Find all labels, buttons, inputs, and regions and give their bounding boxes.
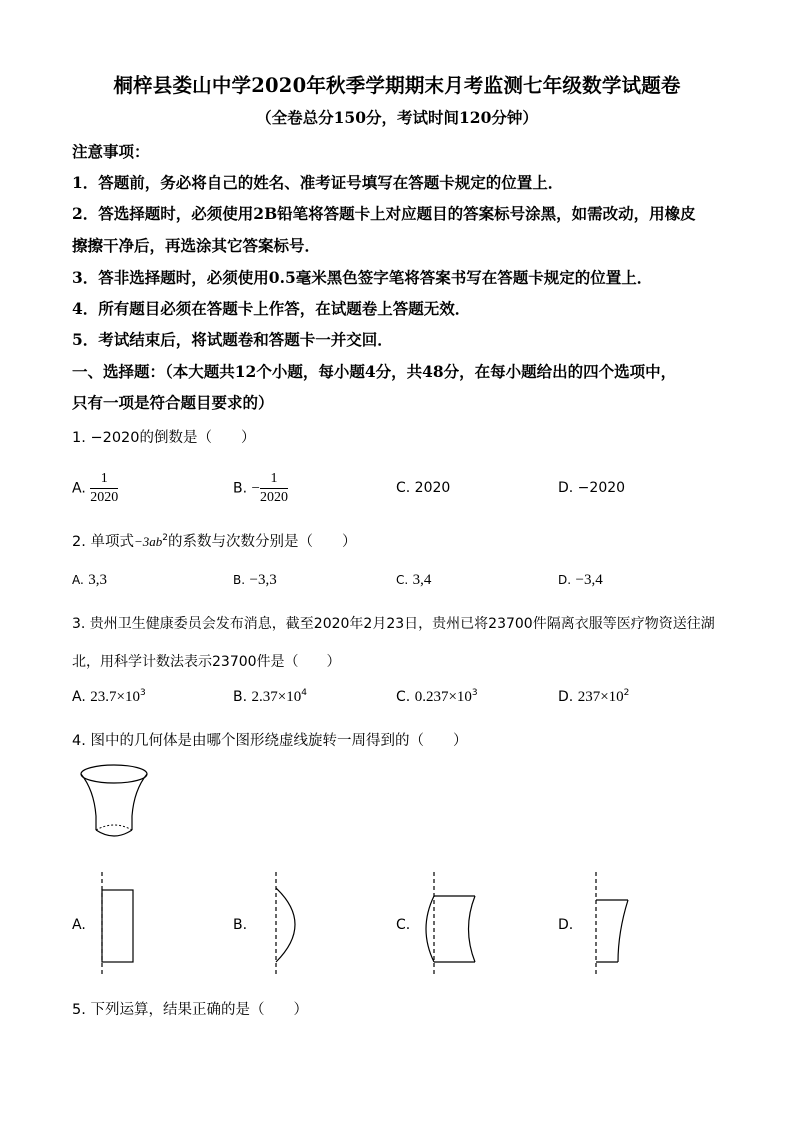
question-1-option-d: D. −2020	[558, 480, 626, 496]
stem-text: 的系数与次数分别是（ ）	[167, 534, 357, 550]
option-label: C.	[396, 689, 411, 705]
question-4-option-c: C.	[396, 917, 411, 933]
option-label: D.	[558, 573, 572, 587]
option-label: D.	[558, 689, 574, 705]
option-d-concave-figure	[590, 872, 640, 974]
question-1-stem: 1. −2020的倒数是（ ）	[72, 430, 256, 446]
option-value: −3,3	[249, 572, 277, 588]
question-3-stem-line2: 北，用科学计数法表示23700件是（ ）	[72, 654, 341, 670]
exponent: 2	[162, 533, 168, 543]
notice-item-3: 3．答非选择题时，必须使用0.5毫米黑色签字笔将答案书写在答题卡规定的位置上．	[72, 268, 653, 287]
option-b-arc-figure	[266, 872, 316, 974]
question-2-option-a	[72, 572, 107, 589]
monomial: −3ab	[133, 534, 163, 549]
question-4-option-d: D.	[558, 917, 574, 933]
question-5-stem: 5. 下列运算，结果正确的是（ ）	[72, 1002, 308, 1018]
question-4-stem: 4. 图中的几何体是由哪个图形绕虚线旋转一周得到的（ ）	[72, 733, 468, 749]
section-heading-line2: 只有一项是符合题目要求的）	[72, 393, 274, 412]
page-title: 桐梓县娄山中学2020年秋季学期期末月考监测七年级数学试题卷	[113, 74, 681, 97]
fraction	[90, 470, 118, 507]
option-label: C.	[396, 573, 409, 587]
question-3-stem-line1: 3. 贵州卫生健康委员会发布消息，截至2020年2月23日，贵州已将23700件隔离衣服等医疗物资送往湖	[72, 616, 715, 632]
stem-text: 2. 单项式	[72, 534, 134, 550]
option-value: 3,3	[88, 572, 108, 588]
notice-heading: 注意事项：	[72, 142, 150, 161]
question-1-option-a	[72, 470, 118, 507]
option-value: −3,4	[575, 572, 603, 588]
notice-item-1: 1．答题前，务必将自己的姓名、准考证号填写在答题卡规定的位置上．	[72, 173, 564, 192]
denominator: 2020	[259, 490, 288, 505]
option-label: A.	[72, 689, 86, 705]
page-subtitle: （全卷总分150分，考试时间120分钟）	[256, 108, 538, 127]
numerator: 1	[90, 470, 118, 489]
notice-item-4: 4．所有题目必须在答题卡上作答，在试题卷上答题无效．	[72, 299, 471, 318]
solid-figure	[72, 760, 162, 850]
notice-item-5: 5．考试结束后，将试题卷和答题卡一并交回．	[72, 330, 393, 349]
question-2-option-b	[233, 572, 277, 589]
exponent: 2	[623, 688, 630, 698]
option-value: 2.37×10	[251, 689, 302, 705]
option-label: B.	[233, 480, 248, 497]
option-label: A.	[72, 573, 84, 587]
question-4-option-b: B.	[233, 917, 248, 933]
question-3-option-c	[396, 688, 478, 706]
option-value: 3,4	[412, 572, 432, 588]
option-value: 237×10	[577, 689, 624, 705]
denominator: 2020	[90, 490, 119, 505]
fraction	[260, 470, 288, 507]
option-c-concave-figure	[420, 872, 490, 974]
option-a-rectangle-figure	[96, 872, 146, 974]
notice-item-2-cont: 擦擦干净后，再选涂其它答案标号．	[72, 236, 321, 255]
option-value: 0.237×10	[414, 689, 472, 705]
section-heading-line1: 一、选择题：（本大题共12个小题，每小题4分，共48分，在每小题给出的四个选项中，	[72, 362, 677, 381]
exponent: 3	[471, 688, 478, 698]
numerator: 1	[260, 470, 288, 489]
question-3-option-d	[558, 688, 629, 706]
question-2-option-d	[558, 572, 603, 589]
question-3-option-a	[72, 688, 146, 706]
question-1-option-b	[233, 470, 288, 507]
exponent: 4	[301, 688, 307, 698]
option-label: B.	[233, 689, 248, 705]
question-2-stem	[72, 530, 356, 551]
question-2-option-c	[396, 572, 431, 589]
option-label: A.	[72, 480, 86, 497]
notice-item-2: 2．答选择题时，必须使用2B铅笔将答题卡上对应题目的答案标号涂黑，如需改动，用橡皮	[72, 204, 696, 223]
minus-sign: −	[251, 480, 260, 497]
option-label: B.	[233, 573, 246, 587]
question-4-option-a: A.	[72, 917, 86, 933]
question-3-option-b	[233, 688, 307, 706]
exponent: 3	[139, 688, 146, 698]
option-value: 23.7×10	[90, 689, 140, 705]
question-1-option-c: C. 2020	[396, 480, 451, 496]
